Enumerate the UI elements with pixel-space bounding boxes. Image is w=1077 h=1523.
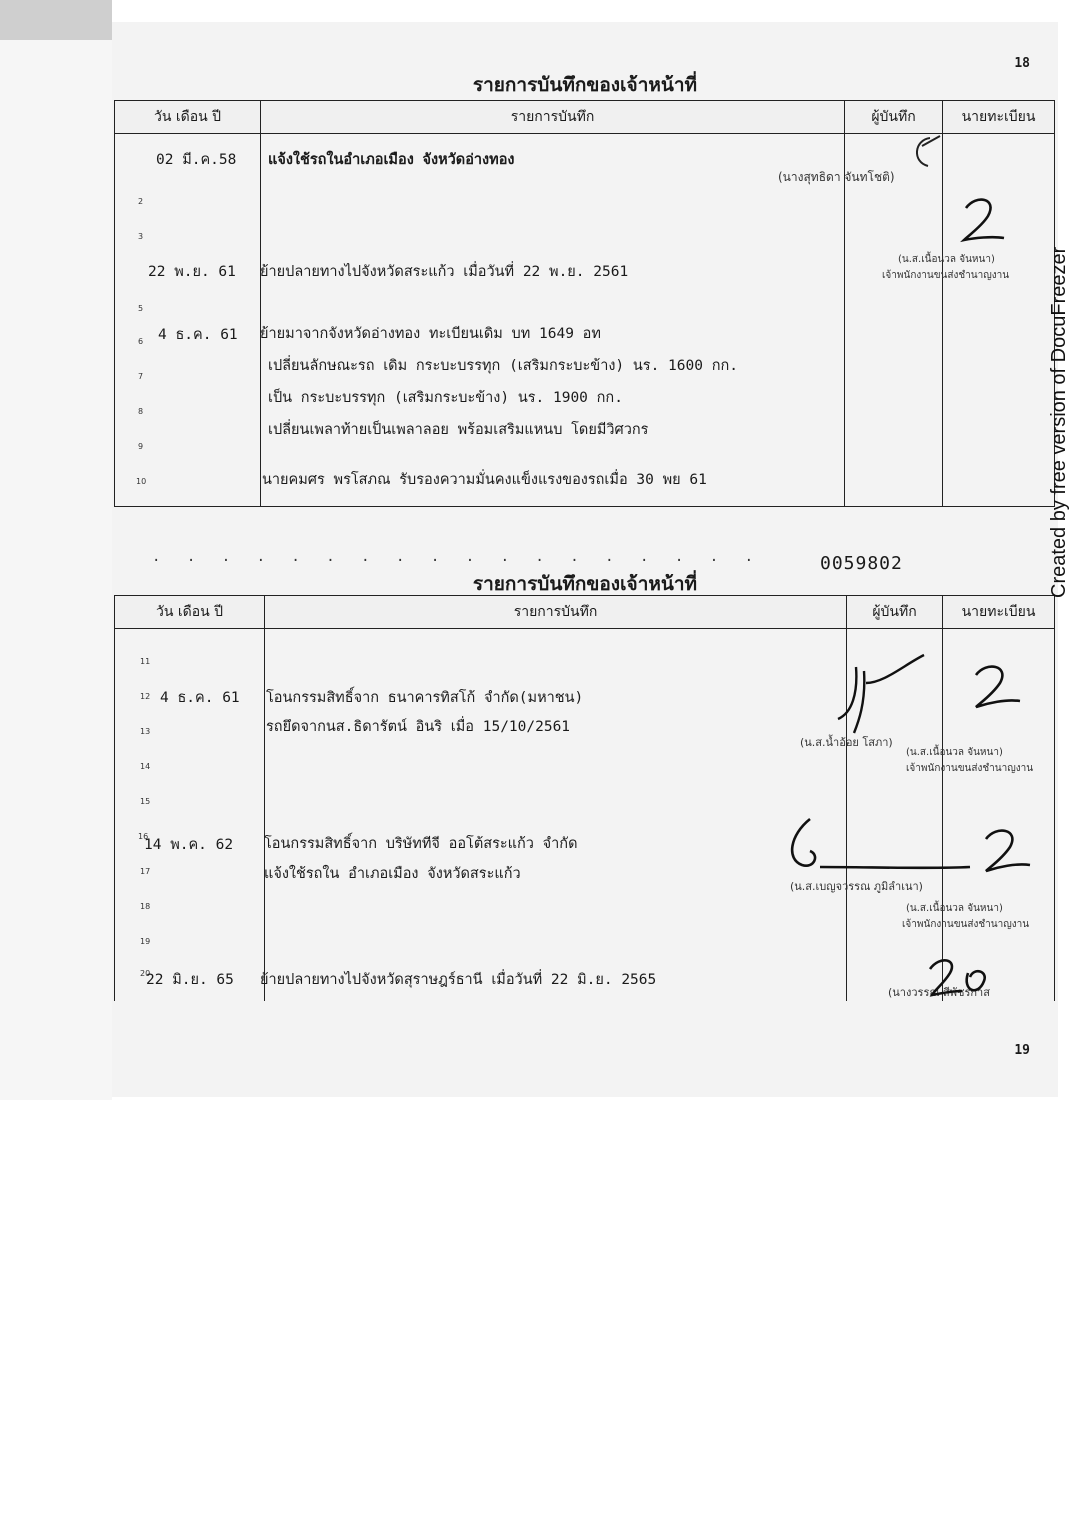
scan-left-margin [0,40,112,1100]
entry-line: แจ้งใช้รถใน อำเภอเมือง จังหวัดสระแก้ว [264,866,521,882]
recorder-name: (นางสุทธิดา จันทโชติ) [778,170,895,184]
entry-line: ย้ายปลายทางไปจังหวัดสุราษฎร์ธานี เมื่อวันที่ 22 มิ.ย. 2565 [260,972,657,988]
registrar-name: (น.ส.เนื้อนวล จันหนา) [906,903,1003,914]
line-number: 15 [140,797,151,806]
line-number: 16 [138,832,149,841]
registrar-title: เจ้าพนักงานขนส่งชำนาญงาน [902,919,1030,930]
recorder-name: (น.ส.น้ำอ้อย โสภา) [800,736,893,749]
line-number: 5 [138,304,144,313]
line-number: 7 [138,372,144,381]
serial-number: 0059802 [820,553,903,574]
line-number: 8 [138,407,144,416]
line-number: 18 [140,902,151,911]
line-number: 6 [138,337,144,346]
entry-line: รถยึดจากนส.ธิดารัตน์ อินริ เมื่อ 15/10/2561 [266,719,571,735]
recorder-name: (น.ส.เบญจวรรณ ภูมิลำเนา) [790,880,923,893]
record-page-18 [112,22,1058,510]
handwritten-signature [918,951,998,1007]
perforation-dots: · · · · · · · · · · · · · · · · · · [152,553,763,569]
line-number: 14 [140,762,151,771]
entry-line: เป็น กระบะบรรทุก (เสริมกระบะข้าง) นร. 1900 กก. [268,390,623,406]
registrar-name: (นางวรรณ สีพัชรกาส [888,986,990,999]
column-header-recorder: ผู้บันทึก [847,596,943,629]
entry-line: เปลี่ยนลักษณะรถ เดิม กระบะบรรทุก (เสริมกระบะข้าง) นร. 1600 กก. [268,358,738,374]
line-number: 20 [140,969,151,978]
line-number: 12 [140,692,151,701]
registrar-title: เจ้าพนักงานขนส่งชำนาญงาน [882,270,1010,281]
entry-line: นายคมศร พรโสภณ รับรองความมั่นคงแข็งแรงของรถเมื่อ 30 พย 61 [262,472,707,488]
handwritten-signature [972,823,1042,879]
handwritten-signature [954,192,1014,252]
line-number: 10 [136,477,147,486]
registrar-name: (น.ส.เนื้อนวล จันหนา) [906,747,1003,758]
entry-line: แจ้งใช้รถในอำเภอเมือง จังหวัดอ่างทอง [268,152,515,168]
watermark: Created by free version of DocuFreezer [1048,246,1070,598]
handwritten-signature [780,815,980,879]
entry-line: โอนกรรมสิทธิ์จาก บริษัททีจี ออโต้สระแก้ว จำกัด [264,836,578,852]
line-number: 17 [140,867,151,876]
entry-line: โอนกรรมสิทธิ์จาก ธนาคารทิสโก้ จำกัด(มหาชน) [266,690,584,706]
column-header-entry: รายการบันทึก [261,101,845,134]
entry-date: 4 ธ.ค. 61 [158,327,238,343]
handwritten-initial [900,132,960,172]
entry-date: 4 ธ.ค. 61 [160,690,240,706]
entry-line: ย้ายมาจากจังหวัดอ่างทอง ทะเบียนเดิม บท 1649 อท [260,326,601,342]
page-heading: รายการบันทึกของเจ้าหน้าที่ [472,573,698,595]
record-page-19 [112,553,1058,1099]
page-number: 19 [1014,1043,1030,1058]
column-header-recorder: ผู้บันทึก [845,101,943,134]
column-header-registrar: นายทะเบียน [943,101,1055,134]
entry-date: 22 มิ.ย. 65 [146,972,234,988]
line-number: 2 [138,197,144,206]
handwritten-signature [824,653,934,743]
column-header-registrar: นายทะเบียน [943,596,1055,629]
page-heading: รายการบันทึกของเจ้าหน้าที่ [472,74,698,96]
column-header-date: วัน เดือน ปี [115,596,265,629]
entry-line: ย้ายปลายทางไปจังหวัดสระแก้ว เมื่อวันที่ 22 พ.ย. 2561 [260,264,629,280]
line-number: 11 [140,657,151,666]
entry-date: 02 มี.ค.58 [156,152,237,168]
column-header-entry: รายการบันทึก [265,596,847,629]
line-number: 13 [140,727,151,736]
line-number: 3 [138,232,144,241]
entry-date: 14 พ.ค. 62 [144,837,234,853]
entry-date: 22 พ.ย. 61 [148,264,236,280]
line-number: 19 [140,937,151,946]
page-number: 18 [1014,56,1030,71]
scan-edge-shadow [0,0,112,40]
column-header-date: วัน เดือน ปี [115,101,261,134]
registrar-title: เจ้าพนักงานขนส่งชำนาญงาน [906,763,1034,774]
line-number: 9 [138,442,144,451]
handwritten-signature [962,659,1032,715]
entry-line: เปลี่ยนเพลาท้ายเป็นเพลาลอย พร้อมเสริมแหนบ โดยมีวิศวกร [268,422,649,438]
registrar-name: (น.ส.เนื้อนวล จันหนา) [898,254,995,265]
